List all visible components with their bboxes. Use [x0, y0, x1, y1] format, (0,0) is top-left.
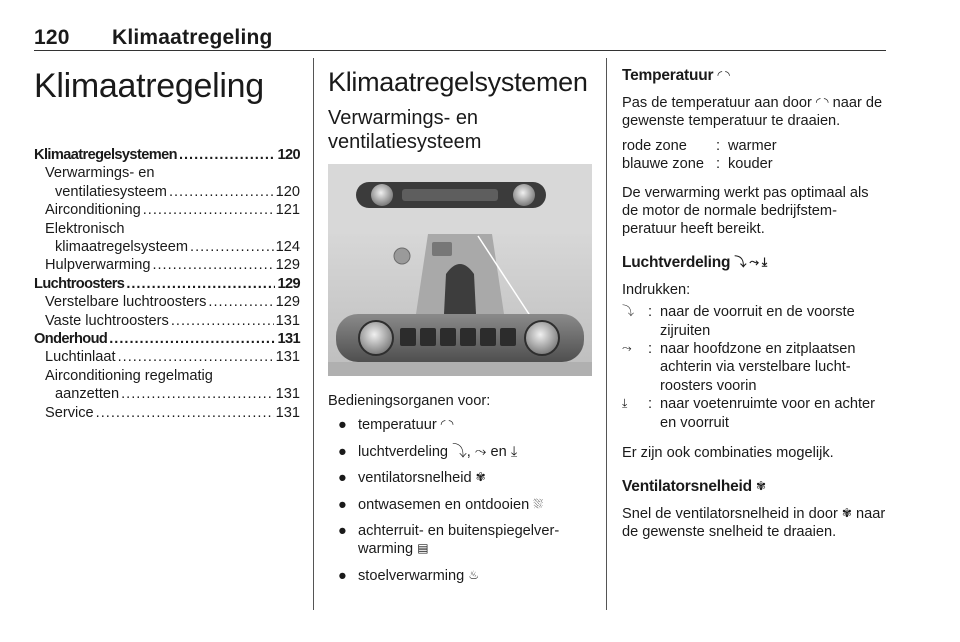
chapter-title: Klimaatregeling — [34, 67, 264, 105]
toc-entry[interactable] — [34, 404, 300, 422]
bullet-icon: ● — [338, 523, 347, 540]
air-distribution-heading — [622, 253, 888, 273]
temperature-instruction-a: Pas de temperatuur aan door — [622, 95, 812, 111]
toc-entry-title: Klimaatregelsystemen — [34, 147, 177, 163]
running-header-title: Klimaatregeling — [112, 26, 273, 49]
toc-entry-title: Service — [45, 404, 94, 421]
toc-entry-page: 129 — [275, 294, 300, 311]
list-item — [328, 443, 592, 461]
toc-entry-title: Verwarmings- en — [45, 165, 155, 182]
bullet-icon: ● — [338, 443, 347, 460]
fan-speed-heading — [622, 477, 888, 497]
bullet-icon: ● — [338, 470, 347, 487]
toc-entry-title: Airconditioning regelmatig — [45, 367, 213, 384]
toc-entry-title: klimaatregelsysteem — [55, 239, 189, 256]
fan-speed-instruction-b: naar de gewenste snelheid te draaien. — [622, 505, 886, 540]
list-item-label: achterruit- en buitenspiegelver-warming — [358, 523, 560, 558]
toc-entry[interactable] — [34, 312, 300, 330]
control-icon: ⛆ — [533, 496, 543, 511]
air-mode-text: naar hoofdzone en zitplaatsen achterin via verstelbare lucht-roosters voorin — [660, 341, 856, 394]
air-distribution-item — [622, 340, 888, 395]
toc-entry-page: 131 — [277, 331, 300, 348]
toc-entry-page: 131 — [275, 404, 300, 421]
toc-leader-dots — [121, 385, 274, 403]
toc-entry-title: Hulpverwarming — [45, 257, 151, 274]
bullet-icon: ● — [338, 496, 347, 513]
section-title: Klimaatregelsystemen — [328, 67, 588, 97]
air-mode-text: naar de voorruit en de voorste zijruiten — [660, 304, 855, 339]
press-label: Indrukken: — [622, 281, 691, 298]
zone-separator: : — [716, 156, 721, 173]
toc-entry-page: 131 — [275, 312, 300, 329]
toc-entry-page: 120 — [277, 147, 300, 163]
toc-leader-dots — [109, 330, 275, 348]
bullet-icon: ● — [338, 417, 347, 434]
toc-leader-dots — [169, 183, 274, 201]
controls-description — [328, 392, 592, 585]
zone-effect: kouder — [728, 156, 773, 173]
temperature-instruction-b: naar de gewenste temperatuur te draaien. — [622, 95, 883, 130]
list-item-label: ontwasemen en ontdooien — [358, 496, 530, 513]
toc-leader-dots — [152, 256, 273, 274]
subsection-title-line-1: Verwarmings- en — [328, 107, 479, 129]
list-item-text — [358, 469, 592, 487]
toc-entry[interactable] — [34, 164, 300, 182]
temperature-instruction — [622, 94, 888, 131]
subsection-title-line-2: ventilatiesysteem — [328, 131, 482, 153]
temperature-note: De verwarming werkt pas optimaal als de motor de normale bedrijfstem-peratuur heeft bereikt. — [622, 184, 869, 238]
toc-entry[interactable] — [34, 385, 300, 403]
list-item-label: ventilatorsnelheid — [358, 470, 472, 487]
list-item-text — [358, 496, 592, 514]
column-divider-2 — [606, 58, 607, 610]
list-item — [328, 469, 592, 487]
toc-entry-title: ventilatiesysteem — [55, 183, 167, 200]
toc-entry[interactable] — [34, 201, 300, 219]
toc-entry[interactable] — [34, 220, 300, 238]
zone-row — [622, 155, 888, 173]
toc-leader-dots — [143, 201, 274, 219]
temperature-knob-icon: ◜ ◝ — [815, 95, 829, 109]
toc-entry[interactable] — [34, 256, 300, 274]
toc-leader-dots — [96, 404, 274, 422]
toc-entry-title: Elektronisch — [45, 220, 125, 237]
toc-entry-title: Luchtinlaat — [45, 349, 116, 366]
list-item — [328, 522, 592, 559]
fan-speed-instruction-a: Snel de ventilatorsnelheid in door — [622, 505, 838, 522]
toc-leader-dots — [190, 238, 274, 256]
toc-entry-page: 129 — [277, 275, 300, 292]
list-item-text — [358, 443, 592, 461]
air-mode-separator: : — [648, 396, 653, 413]
toc-entry[interactable] — [34, 367, 300, 385]
list-item — [328, 416, 592, 434]
toc-entry-page: 129 — [275, 257, 300, 274]
page-number: 120 — [34, 26, 70, 49]
control-icon: ◜ ◝ — [440, 417, 454, 432]
zone-row — [622, 137, 888, 155]
toc-entry[interactable] — [34, 330, 300, 348]
controls-intro: Bedieningsorganen voor: — [328, 393, 491, 409]
air-mode-icon: ⤳ — [622, 341, 632, 356]
header-rule — [34, 50, 886, 51]
toc-entry-title: Luchtroosters — [34, 275, 125, 292]
temperature-heading — [622, 66, 888, 86]
toc-column — [34, 58, 300, 422]
toc-entry-page: 131 — [275, 349, 300, 366]
toc-entry[interactable] — [34, 183, 300, 201]
zone-name: rode zone — [622, 137, 687, 154]
control-icon: ✾ — [475, 470, 486, 485]
content-column-3 — [622, 58, 888, 551]
list-item-label: temperatuur — [358, 417, 437, 434]
fan-icon: ✾ — [756, 478, 766, 493]
toc-entry[interactable] — [34, 146, 300, 164]
toc-entry[interactable] — [34, 238, 300, 256]
subsection-title — [328, 106, 592, 154]
air-distribution-icons: ⤵ ⤳ ⤓ — [734, 254, 767, 269]
toc-entry[interactable] — [34, 348, 300, 366]
toc-entry-page: 120 — [275, 183, 300, 200]
air-mode-separator: : — [648, 341, 653, 358]
toc-entry-page: 131 — [275, 386, 300, 403]
combination-note: Er zijn ook combinaties mogelijk. — [622, 445, 834, 462]
fan-icon: ✾ — [841, 505, 852, 520]
toc-entry-page: 124 — [275, 239, 300, 256]
toc-leader-dots — [126, 275, 275, 293]
temperature-knob-icon: ◜ ◝ — [717, 68, 730, 82]
air-distribution-item — [622, 395, 888, 432]
list-item-text — [358, 522, 592, 559]
toc-leader-dots — [179, 146, 276, 164]
air-mode-icon: ⤓ — [622, 396, 628, 411]
zone-name: blauwe zone — [622, 156, 704, 173]
air-distribution-heading-text: Luchtverdeling — [622, 253, 731, 271]
toc-leader-dots — [118, 348, 274, 366]
control-icon: ♨ — [468, 567, 480, 582]
toc-entry[interactable] — [34, 275, 300, 293]
content-column-2 — [328, 58, 592, 593]
air-mode-icon: ⤵ — [622, 304, 635, 319]
air-mode-separator: : — [648, 304, 653, 321]
toc-entry-title: Verstelbare luchtroosters — [45, 294, 207, 311]
zone-table — [622, 137, 888, 174]
list-item-label: stoelverwarming — [358, 567, 465, 584]
running-header — [34, 26, 273, 50]
controls-list — [328, 416, 592, 585]
air-distribution-list — [622, 303, 888, 432]
list-item — [328, 496, 592, 514]
fan-speed-heading-text: Ventilatorsnelheid — [622, 477, 752, 495]
toc-entry-title: Airconditioning — [45, 202, 141, 219]
climate-control-panel-photo — [328, 164, 592, 376]
toc-entry[interactable] — [34, 293, 300, 311]
air-mode-text: naar voetenruimte voor en achter en voorruit — [660, 396, 875, 431]
zone-effect: warmer — [728, 137, 777, 154]
control-icon: ▤ — [417, 541, 429, 556]
fan-speed-instruction — [622, 505, 888, 542]
list-item — [328, 567, 592, 585]
column-divider-1 — [313, 58, 314, 610]
bullet-icon: ● — [338, 567, 347, 584]
air-distribution-item — [622, 303, 888, 340]
list-item-label: luchtverdeling ⤵, ⤳ en ⤓ — [358, 443, 518, 460]
toc-leader-dots — [208, 293, 273, 311]
table-of-contents — [34, 146, 300, 422]
toc-entry-title: aanzetten — [55, 386, 120, 403]
zone-separator: : — [716, 137, 721, 154]
toc-entry-page: 121 — [275, 202, 300, 219]
toc-leader-dots — [171, 312, 274, 330]
toc-entry-title: Vaste luchtroosters — [45, 312, 169, 329]
list-item-text — [358, 567, 592, 585]
list-item-text — [358, 416, 592, 434]
toc-entry-title: Onderhoud — [34, 331, 108, 348]
temperature-heading-text: Temperatuur — [622, 67, 714, 84]
dashboard-illustration — [328, 164, 592, 376]
